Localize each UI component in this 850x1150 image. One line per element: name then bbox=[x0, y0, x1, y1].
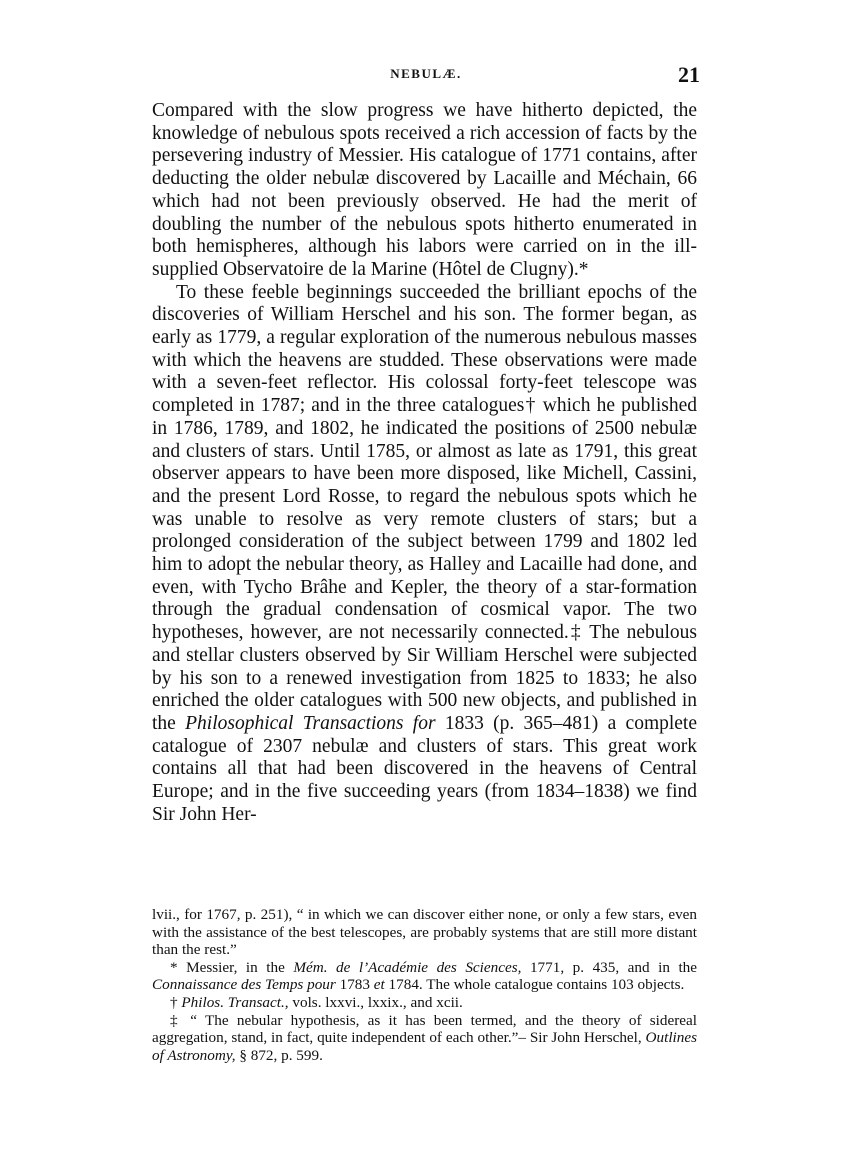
footnote-dagger bbox=[152, 994, 697, 1012]
footnote-continued: lvii., for 1767, p. 251), “ in which we can discover either none, or only a few stars, even with the assistance of the best telescopes, are probably systems that are still more distant than the rest.” bbox=[152, 906, 697, 959]
footnote-1-text-c: 1783 bbox=[339, 976, 370, 994]
body-text bbox=[152, 100, 697, 827]
footnote-3-text-b: § 872, p. 599. bbox=[239, 1046, 323, 1064]
paragraph-2-part-b: 1833 (p. 365–481) a complete catalogue of 2307 nebulæ and clusters of stars. This great work contains all that had been discovered in the heavens of Central Europe; and in the five succeeding years (from 1834–1838) we find Sir John Her- bbox=[152, 712, 698, 825]
footnote-2-mark: † bbox=[170, 993, 178, 1011]
footnote-1-et: et bbox=[373, 976, 385, 994]
footnote-1-title-2: Connaissance des Temps pour bbox=[152, 976, 336, 994]
running-head: NEBULÆ. bbox=[390, 66, 462, 81]
paragraph-1: Compared with the slow progress we have hitherto depicted, the knowledge of nebulous spots received a rich accession of facts by the persevering industry of Messier. His catalogue of 1771 contains, after deducting the older nebulæ discovered by Lacaille and Méchain, 66 which had not been previously observed. He had the merit of doubling the number of the nebulous spots hitherto enumerated in both hemispheres, although his labors were carried on in the ill-supplied Observatoire de la Marine (Hôtel de Clugny).* bbox=[152, 100, 697, 280]
paragraph-2-part-a: To these feeble beginnings succeeded the brilliant epochs of the discoveries of William Herschel and his son. The former began, as early as 1779, a regular exploration of the numerous nebulous masses with which the heavens are studded. These observations were made with a seven-feet reflector. His colossal forty-feet telescope was completed in 1787; and in the three catalogues† which he published in 1786, 1789, and 1802, he indicated the positions of 2500 nebulæ and clusters of stars. Until 1785, or almost as late as 1791, this great observer appears to have been more disposed, like Michell, Cassini, and the present Lord Rosse, to regard the nebulous spots which he was unable to resolve as very remote clusters of stars; but a prolonged consideration of the subject between 1799 and 1802 led him to adopt the nebular theory, as Halley and Lacaille had done, and even, with Tycho Brâhe and Kepler, the theory of a star-formation through the gradual condensation of cosmical vapor. The two hypotheses, however, are not necessarily connected.‡ The nebulous and stellar clusters observed by Sir William Herschel were subjected by his son to a renewed investigation from 1825 to 1833; he also enriched the older catalogues with 500 new objects, and published in the bbox=[152, 281, 697, 734]
paragraph-2 bbox=[152, 282, 697, 827]
footnote-1-text-d: 1784. The whole catalogue contains 103 objects. bbox=[388, 976, 685, 994]
footnote-2-title: Philos. Transact., bbox=[181, 993, 289, 1011]
footnotes bbox=[152, 906, 697, 1064]
footnote-double-dagger bbox=[152, 1012, 697, 1065]
footnote-1-text-b: 1771, p. 435, and in the bbox=[529, 958, 698, 976]
footnote-asterisk bbox=[152, 959, 697, 994]
page-header bbox=[152, 62, 700, 92]
footnote-1-title-1: Mém. de l’Académie des Sciences, bbox=[293, 958, 522, 976]
footnote-3-title: Outlines of Astronomy, bbox=[152, 1029, 698, 1064]
footnote-2-text: vols. lxxvi., lxxix., and xcii. bbox=[292, 993, 463, 1011]
footnote-1-text-a: * Messier, in the bbox=[170, 958, 285, 976]
journal-title: Philosophical Transactions for bbox=[185, 712, 436, 734]
page-number: 21 bbox=[678, 62, 700, 87]
footnote-3-text-a: ‡ “ The nebular hypothesis, as it has been termed, and the theory of sidereal aggregation, stand, in fact, quite independent of each other.”– Sir John Herschel, bbox=[152, 1011, 697, 1047]
